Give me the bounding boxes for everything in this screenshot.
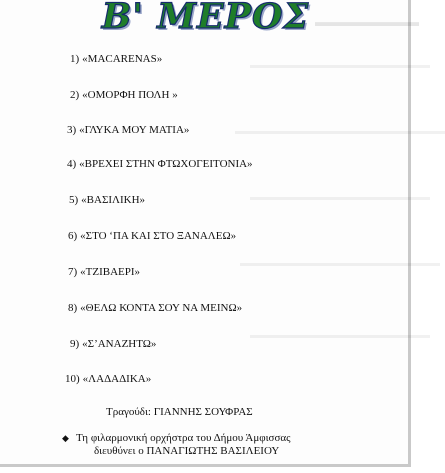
song-number: 8) [68,302,78,314]
orchestra-note-line2: διευθύνει ο ΠΑΝΑΓΙΩΤΗΣ ΒΑΣΙΛΕΙΟΥ [94,445,280,457]
song-number: 9) [70,338,80,350]
song-item [68,266,140,279]
song-number: 10) [65,373,80,385]
orchestra-note-line1: Τη φιλαρμονική ορχήστρα του Δήμου Άμφισσας [76,432,291,444]
song-item [69,194,145,207]
song-item [70,53,162,66]
song-item [68,302,242,315]
song-number: 4) [67,158,77,170]
song-title: «ΤΖΙΒΑΕΡΙ» [80,266,141,278]
bleed-through-text: ▬▬▬▬▬▬▬▬▬▬▬▬▬▬▬▬▬▬ [250,60,430,71]
song-number: 7) [68,266,78,278]
song-number: 2) [70,89,80,101]
page-title: Β' ΜΕΡΟΣ [101,0,310,37]
singer-credit: Τραγούδι: ΓΙΑΝΝΗΣ ΣΟΥΦΡΑΣ [106,406,253,418]
song-title: «ΣΤΟ ‘ΠΑ ΚΑΙ ΣΤΟ ΞΑΝΑΛΕΩ» [80,230,237,242]
song-title: «ΒΑΣΙΛΙΚΗ» [81,194,146,206]
song-number: 1) [70,53,80,65]
song-title: «MACARENAS» [82,53,163,65]
bleed-through-text: ▬▬▬▬▬▬▬▬▬▬▬▬▬▬▬▬▬▬▬▬▬ [235,126,445,137]
song-item [68,230,236,243]
bleed-through-text: ▬▬▬▬▬▬▬▬ [315,14,419,29]
song-title: «ΘΕΛΩ ΚΟΝΤΑ ΣΟΥ ΝΑ ΜΕΙΝΩ» [80,302,243,314]
song-title: «ΟΜΟΡΦΗ ΠΟΛΗ » [82,89,178,101]
song-item [65,373,151,386]
bleed-through-text: ▬▬▬▬▬▬▬▬▬▬▬▬▬▬▬▬▬▬ [250,192,430,203]
song-title: «Σ’ΑΝΑΖΗΤΩ» [82,338,157,350]
song-number: 6) [68,230,78,242]
diamond-bullet-icon: ◆ [62,433,69,443]
song-item [70,338,156,351]
song-title: «ΛΑΔΑΔΙΚΑ» [82,373,152,385]
song-title: «ΒΡΕΧΕΙ ΣΤΗΝ ΦΤΩΧΟΓΕΙΤΟΝΙΑ» [79,158,253,170]
song-title: «ΓΛΥΚΑ ΜΟΥ ΜΑΤΙΑ» [79,124,190,136]
song-item [70,89,178,102]
song-number: 3) [67,124,77,136]
bleed-through-text: ▬▬▬▬▬▬▬▬▬▬▬▬▬▬▬▬▬▬ [250,330,430,341]
song-item [67,124,189,137]
song-number: 5) [69,194,79,206]
bleed-through-text: ▬▬▬▬▬▬▬▬▬▬▬▬▬▬▬▬▬▬▬▬ [240,258,440,269]
song-item [67,158,253,171]
